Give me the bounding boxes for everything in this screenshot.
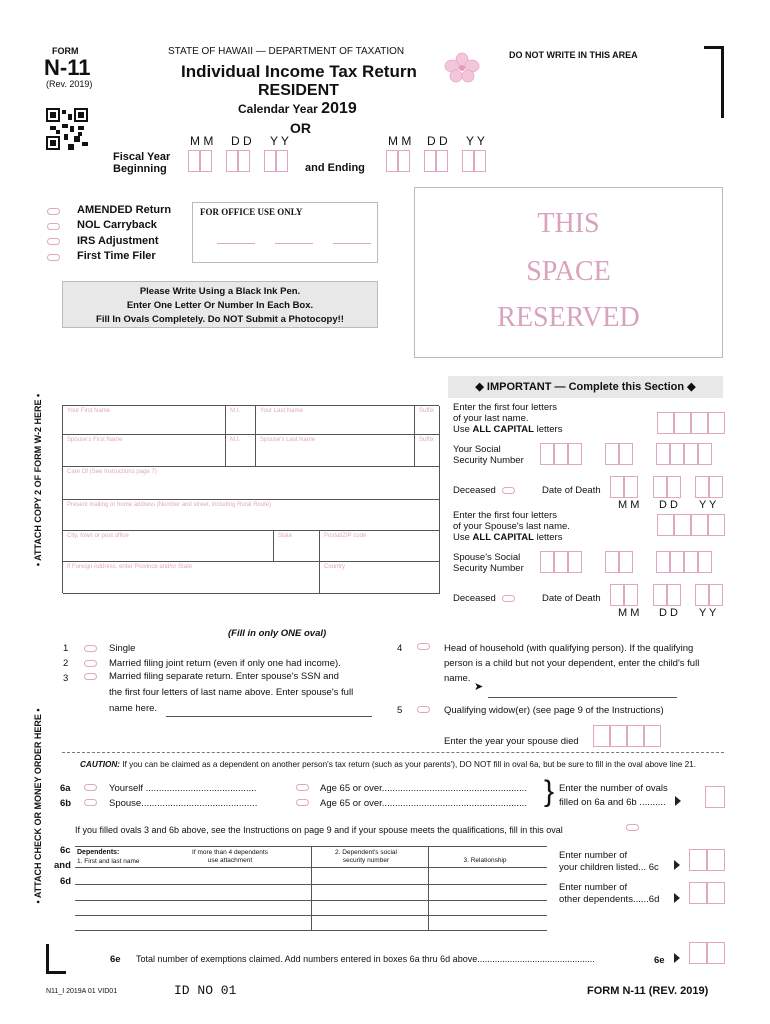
hoh-label-2: person is a child but not your dependent, enter the child's full [444, 658, 700, 669]
ssn-label-1: Your Social [453, 444, 501, 455]
important-banner [448, 376, 723, 398]
ssn-box-9[interactable] [698, 443, 712, 465]
hibiscus-icon [444, 52, 480, 84]
spouse-first-caption: Spouse's First Name [67, 437, 123, 443]
separate-label-1: Married filing separate return. Enter spouse's SSN and [109, 671, 339, 682]
country-caption: Country [324, 564, 346, 570]
city-field[interactable] [63, 531, 274, 562]
spouse-died-box-1[interactable] [593, 725, 610, 747]
irs-adjustment-label: IRS Adjustment [77, 235, 159, 247]
yourself-label: Yourself .......................................... [109, 783, 257, 794]
end-year-box-1[interactable] [462, 150, 474, 172]
line-6b-label: 6b [60, 798, 72, 809]
separate-oval[interactable] [84, 673, 97, 680]
status-num-5: 5 [397, 705, 403, 716]
spouse-letter-2[interactable] [674, 514, 691, 536]
begin-month-box-2[interactable] [200, 150, 212, 172]
death-mm-box-1[interactable] [610, 476, 624, 498]
first-name-field[interactable] [63, 406, 226, 435]
end-dd-label: D D [427, 134, 448, 148]
last-name-field[interactable] [256, 406, 415, 435]
office-dash-2 [275, 243, 313, 244]
spouse-instr-1: Enter the first four letters [453, 510, 558, 521]
reserved-line-3: RESERVED [497, 302, 640, 333]
ssn-box-3[interactable] [568, 443, 582, 465]
status-num-4: 4 [397, 643, 403, 654]
nol-label: NOL Carryback [77, 219, 157, 231]
dep-col-attach [175, 849, 285, 865]
spouse-ssn-box-1[interactable] [540, 551, 554, 573]
form-subtitle: RESIDENT [258, 82, 339, 99]
office-use-label: FOR OFFICE USE ONLY [200, 207, 303, 217]
dependents-table [75, 846, 547, 930]
and-ending-label: and Ending [305, 162, 365, 174]
important-title: IMPORTANT — Complete this Section [486, 381, 685, 393]
other-dep-label-2: other dependents......6d [559, 894, 660, 905]
begin-year-box-1[interactable] [264, 150, 276, 172]
child-name-line[interactable] [488, 697, 677, 698]
age65-self-label: Age 65 or over....................................................... [320, 783, 527, 794]
ssn-label [453, 444, 524, 466]
total-exemptions-label: Total number of exemptions claimed. Add numbers entered in boxes 6a thru 6d above............................................... [136, 954, 595, 964]
caution-text: If you can be claimed as a dependent on another person's tax return (such as your parents'), DO NOT fill in oval 6a, but be sure to fill in the oval above line 21. [120, 760, 696, 769]
spouse-mi-field[interactable] [226, 435, 256, 467]
spouse-ssn-label [453, 552, 524, 574]
care-of-field[interactable] [63, 467, 440, 500]
end-month-box-2[interactable] [398, 150, 410, 172]
death-yy-box-1[interactable] [695, 476, 709, 498]
spouse-ssn-box-9[interactable] [698, 551, 712, 573]
spouse-ssn-box-6[interactable] [656, 551, 670, 573]
spouse-deceased-oval[interactable] [502, 595, 515, 602]
fiscal-year-label: Fiscal Year [113, 151, 171, 163]
form-revision: (Rev. 2019) [46, 79, 93, 89]
enter-ovals-label-2: filled on 6a and 6b .......... [559, 797, 666, 808]
spouse-death-dd-box-2[interactable] [667, 584, 681, 606]
suffix-field[interactable] [415, 406, 440, 435]
address-field[interactable] [63, 500, 440, 531]
last-name-letter-4[interactable] [708, 412, 725, 434]
total-exemptions-box-2[interactable] [707, 942, 725, 964]
end-month-box-1[interactable] [386, 150, 398, 172]
line-6a-label: 6a [60, 783, 71, 794]
spouse-death-dd-label: D D [659, 607, 678, 619]
instruction-line-1: Please Write Using a Black Ink Pen. [139, 286, 301, 297]
capital-post: letters [533, 532, 563, 543]
spouse-deceased-label: Deceased [453, 593, 496, 604]
begin-day-box-1[interactable] [226, 150, 238, 172]
attach-check-label: • ATTACH CHECK OR MONEY ORDER HERE • [33, 708, 43, 904]
footer-form: FORM N-11 (REV. 2019) [587, 985, 709, 997]
city-caption: City, town or post office [67, 533, 129, 539]
end-year-box-2[interactable] [474, 150, 486, 172]
mi-field[interactable] [226, 406, 256, 435]
caution-rule [62, 752, 724, 753]
foreign-address-field[interactable] [63, 562, 320, 594]
office-dash-1 [217, 243, 255, 244]
spouse-instr-3 [453, 532, 570, 543]
dependent-row-1[interactable] [75, 884, 547, 885]
do-not-write-label: DO NOT WRITE IN THIS AREA [509, 50, 638, 60]
single-label: Single [109, 643, 136, 654]
or-label: OR [290, 120, 311, 136]
spouse-death-mm-box-1[interactable] [610, 584, 624, 606]
spouse-death-mm-label: M M [618, 607, 640, 619]
first-time-filer-label: First Time Filer [77, 250, 156, 262]
end-day-box-2[interactable] [436, 150, 448, 172]
dep-col-ssn [311, 849, 421, 865]
address-caption: Present mailing or home address (Number and street, including Rural Route) [67, 502, 272, 508]
spouse-first-name-field[interactable] [63, 435, 226, 467]
separate-label-3: name here. [109, 703, 158, 714]
postal-field[interactable] [320, 531, 440, 562]
spouse-died-box-3[interactable] [627, 725, 644, 747]
caution-note [80, 760, 696, 769]
qr-code-icon [46, 108, 88, 150]
widow-label: Qualifying widow(er) (see page 9 of the Instructions) [444, 705, 664, 716]
death-dd-label: D D [659, 499, 678, 511]
agency-name: STATE OF HAWAII — DEPARTMENT OF TAXATION [168, 46, 405, 57]
irs-adjustment-oval[interactable] [47, 238, 60, 245]
separate-label-2: the first four letters of last name above. Enter spouse's full [109, 687, 354, 698]
status-num-1: 1 [63, 643, 69, 654]
begin-dd-label: D D [231, 134, 252, 148]
widow-oval[interactable] [417, 706, 430, 713]
calendar-year-text: Calendar Year [238, 102, 318, 116]
office-dash-3 [333, 243, 371, 244]
spouse-letter-1[interactable] [657, 514, 674, 536]
spouse-died-box-2[interactable] [610, 725, 627, 747]
spouse-oval[interactable] [84, 799, 97, 806]
total-6e-tag: 6e [654, 955, 665, 966]
spouse-last-name-instructions [453, 510, 570, 543]
spouse-death-dd-box-1[interactable] [653, 584, 667, 606]
spouse-ssn-box-5[interactable] [619, 551, 633, 573]
calendar-year-label [238, 100, 357, 118]
postal-caption: Postal/ZIP code [324, 533, 367, 539]
dependent-row-2[interactable] [75, 900, 547, 901]
arrow-icon [674, 860, 680, 870]
amended-label: AMENDED Return [77, 204, 172, 216]
state-field[interactable] [274, 531, 320, 562]
spouse-letter-4[interactable] [708, 514, 725, 536]
nol-oval[interactable] [47, 223, 60, 230]
hoh-label-3: name. [444, 673, 471, 684]
footer-id: ID NO 01 [174, 983, 237, 998]
instruction-line-2: Enter One Letter Or Number In Each Box. [126, 300, 314, 311]
brace-icon: } [544, 775, 555, 808]
last-name-instr-1: Enter the first four letters [453, 402, 558, 413]
death-mm-box-2[interactable] [624, 476, 638, 498]
ssn-box-4[interactable] [605, 443, 619, 465]
suffix-caption: Suffix [419, 408, 434, 414]
ssn-box-5[interactable] [619, 443, 633, 465]
death-dd-box-1[interactable] [653, 476, 667, 498]
dep-col-name: 1. First and last name [77, 858, 140, 865]
death-yy-box-2[interactable] [709, 476, 723, 498]
ssn-box-1[interactable] [540, 443, 554, 465]
fill-one-oval-note: (Fill in only ONE oval) [228, 628, 327, 639]
spouse-qualifies-oval[interactable] [626, 824, 639, 831]
dep-col-relationship: 3. Relationship [463, 857, 507, 864]
and-label: and [54, 860, 71, 871]
end-mm-label: M M [388, 134, 412, 148]
care-of-caption: Care Of (See Instructions page 7) [67, 469, 157, 475]
last-name-caption: Your Last Name [260, 408, 303, 414]
spouse-died-box-4[interactable] [644, 725, 661, 747]
other-dep-label-1: Enter number of [559, 882, 628, 893]
form-number: N-11 [44, 55, 91, 80]
spouse-label: Spouse............................................ [109, 798, 258, 809]
spouse-ssn-label-2: Security Number [453, 563, 524, 574]
deceased-label: Deceased [453, 485, 496, 496]
spouse-mi-caption: M.I. [230, 437, 240, 443]
death-mm-label: M M [618, 499, 640, 511]
spouse-last-caption: Spouse's Last Name [260, 437, 316, 443]
arrow-icon [674, 893, 680, 903]
dep-col-attach-2: use attachment [207, 857, 253, 864]
dep-col-divider-1 [311, 847, 312, 931]
last-name-letter-3[interactable] [691, 412, 708, 434]
reserved-box [414, 187, 723, 358]
enter-ovals-label-1: Enter the number of ovals [559, 783, 668, 794]
name-address-grid [62, 405, 439, 593]
office-use-box [192, 202, 378, 263]
reserved-line-1: THIS [537, 208, 600, 239]
spouse-letter-3[interactable] [691, 514, 708, 536]
spouse-instr-2: of your Spouse's last name. [453, 521, 570, 532]
begin-month-box-1[interactable] [188, 150, 200, 172]
joint-oval[interactable] [84, 660, 97, 667]
ovals-count-box[interactable] [705, 786, 725, 808]
last-name-letter-1[interactable] [657, 412, 674, 434]
ssn-box-2[interactable] [554, 443, 568, 465]
ssn-box-6[interactable] [656, 443, 670, 465]
instruction-line-3: Fill In Ovals Completely. Do NOT Submit a Photocopy!! [96, 314, 344, 325]
state-caption: State [278, 533, 293, 539]
line-6c-label: 6c [60, 845, 71, 856]
corner-mark-top [704, 46, 724, 118]
age65-spouse-label: Age 65 or over....................................................... [320, 798, 527, 809]
death-dd-box-2[interactable] [667, 476, 681, 498]
line-6e-label: 6e [110, 954, 121, 965]
footer-code: N11_I 2019A 01 VID01 [46, 988, 118, 995]
dep-col-divider-2 [428, 847, 429, 931]
end-day-box-1[interactable] [424, 150, 436, 172]
caution-bold: CAUTION: [80, 760, 121, 769]
capital-bold: ALL CAPITAL [472, 532, 534, 543]
ssn-label-2: Security Number [453, 455, 524, 466]
form-title: Individual Income Tax Return [181, 62, 417, 81]
begin-mm-label: M M [190, 134, 214, 148]
spouse-full-name-line[interactable] [166, 716, 372, 717]
amended-oval[interactable] [47, 208, 60, 215]
children-count-box-2[interactable] [707, 849, 725, 871]
foreign-caption: If Foreign Address, enter Province and/or State [67, 564, 193, 570]
other-dep-count-box-2[interactable] [707, 882, 725, 904]
date-of-death-label: Date of Death [542, 485, 601, 496]
ovals-3-6b-note: If you filled ovals 3 and 6b above, see the Instructions on page 9 and if your spouse meets the qualifications, fill in this oval [75, 825, 563, 835]
spouse-ssn-box-4[interactable] [605, 551, 619, 573]
other-dep-count-box-1[interactable] [689, 882, 707, 904]
capital-bold: ALL CAPITAL [472, 424, 534, 435]
diamond-icon: ◆ [687, 381, 696, 393]
arrow-icon [674, 953, 680, 963]
spouse-ssn-box-2[interactable] [554, 551, 568, 573]
total-exemptions-box-1[interactable] [689, 942, 707, 964]
status-num-2: 2 [63, 658, 69, 669]
spouse-suffix-field[interactable] [415, 435, 440, 467]
arrow-icon [675, 796, 681, 806]
diamond-icon: ◆ [475, 381, 484, 393]
instruction-banner [62, 281, 378, 328]
begin-yy-label: Y Y [270, 134, 289, 148]
status-num-3: 3 [63, 673, 69, 684]
dep-col-ssn-2: security number [342, 857, 390, 864]
spouse-last-name-field[interactable] [256, 435, 415, 467]
arrow-icon: ➤ [474, 681, 484, 693]
death-yy-label: Y Y [699, 499, 717, 511]
hoh-label-1: Head of household (with qualifying person). If the qualifying [444, 643, 694, 654]
dependents-title: Dependents: [77, 849, 120, 856]
dep-col-ssn-1: 2. Dependent's social [335, 849, 397, 856]
corner-mark-bottom [46, 944, 66, 974]
attach-w2-label: • ATTACH COPY 2 OF FORM W-2 HERE • [33, 393, 43, 567]
last-name-letter-2[interactable] [674, 412, 691, 434]
spouse-death-mm-box-2[interactable] [624, 584, 638, 606]
capital-pre: Use [453, 424, 473, 435]
age65-spouse-oval[interactable] [296, 799, 309, 806]
last-name-instr-2: of your last name. [453, 413, 529, 424]
spouse-ssn-box-3[interactable] [568, 551, 582, 573]
dependent-row-3[interactable] [75, 915, 547, 916]
spouse-ssn-box-7[interactable] [670, 551, 684, 573]
begin-year-box-2[interactable] [276, 150, 288, 172]
mi-caption: M.I. [230, 408, 240, 414]
spouse-death-yy-box-2[interactable] [709, 584, 723, 606]
ssn-box-7[interactable] [670, 443, 684, 465]
spouse-ssn-box-8[interactable] [684, 551, 698, 573]
dep-col-attach-1: If more than 4 dependents [192, 849, 268, 856]
joint-label: Married filing joint return (even if only one had income). [109, 658, 341, 669]
capital-pre: Use [453, 532, 473, 543]
form-label: FORM [52, 46, 79, 56]
spouse-ssn-label-1: Spouse's Social [453, 552, 521, 563]
spouse-death-yy-label: Y Y [699, 607, 717, 619]
begin-day-box-2[interactable] [238, 150, 250, 172]
children-label-1: Enter number of [559, 850, 628, 861]
last-name-instr-3 [453, 424, 562, 435]
beginning-label: Beginning [113, 163, 167, 175]
spouse-death-yy-box-1[interactable] [695, 584, 709, 606]
spouse-died-label: Enter the year your spouse died [444, 736, 579, 747]
single-oval[interactable] [84, 645, 97, 652]
first-time-filer-oval[interactable] [47, 254, 60, 261]
country-field[interactable] [320, 562, 440, 594]
line-6d-label: 6d [60, 876, 72, 887]
reserved-line-2: SPACE [526, 256, 611, 287]
deceased-oval[interactable] [502, 487, 515, 494]
yourself-oval[interactable] [84, 784, 97, 791]
age65-self-oval[interactable] [296, 784, 309, 791]
capital-post: letters [533, 424, 563, 435]
calendar-year-value: 2019 [321, 100, 357, 117]
last-name-instructions [453, 402, 562, 435]
head-of-household-oval[interactable] [417, 643, 430, 650]
end-yy-label: Y Y [466, 134, 485, 148]
children-label-2: your children listed... 6c [559, 862, 659, 873]
children-count-box-1[interactable] [689, 849, 707, 871]
ssn-box-8[interactable] [684, 443, 698, 465]
dependent-row-4[interactable] [75, 930, 547, 931]
spouse-suffix-caption: Suffix [419, 437, 434, 443]
spouse-date-of-death-label: Date of Death [542, 593, 601, 604]
first-name-caption: Your First Name [67, 408, 111, 414]
